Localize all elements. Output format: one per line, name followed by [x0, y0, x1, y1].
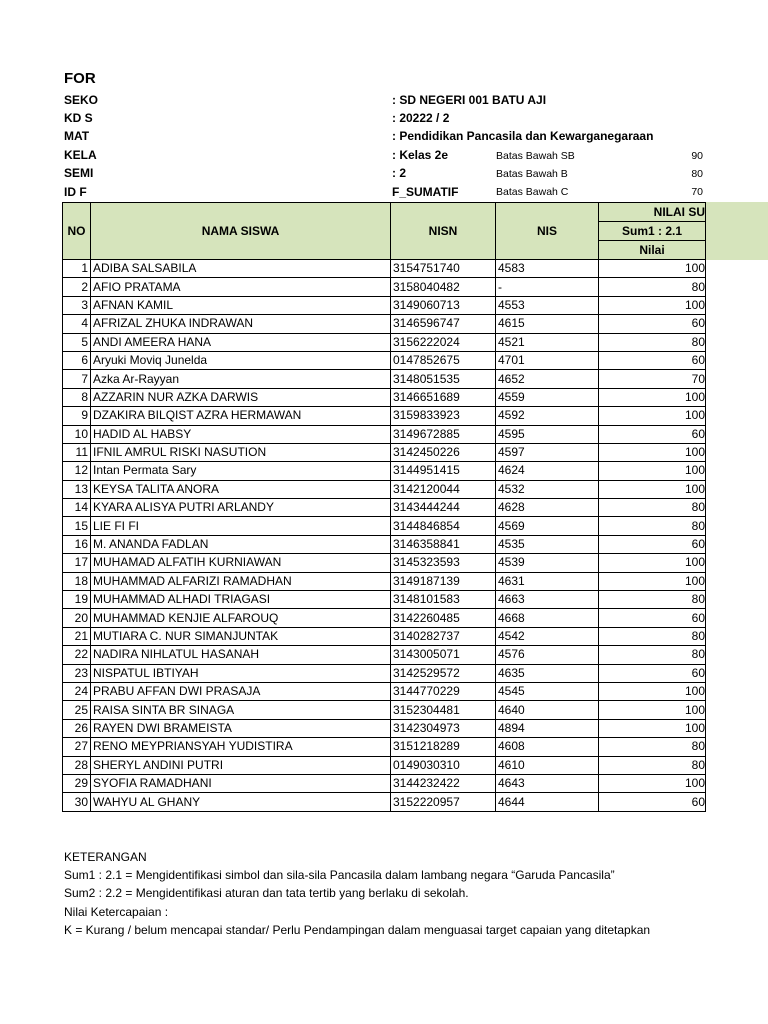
cell-nilai: 60	[599, 664, 706, 682]
cell-nama-siswa: RAISA SINTA BR SINAGA	[91, 701, 391, 719]
header-nisn: NISN	[391, 203, 496, 260]
cell-nilai: 100	[599, 443, 706, 461]
cell-nilai: 100	[599, 407, 706, 425]
threshold-value-sb: 90	[691, 150, 703, 162]
student-rows	[63, 260, 706, 812]
table-row	[63, 591, 706, 609]
cell-nis: 4624	[496, 462, 599, 480]
header-sum1: Sum1 : 2.1	[599, 222, 706, 241]
cell-no: 4	[63, 315, 91, 333]
header-no: NO	[63, 203, 91, 260]
cell-nilai: 60	[599, 425, 706, 443]
cell-nilai: 80	[599, 278, 706, 296]
cell-nilai: 80	[599, 646, 706, 664]
cell-no: 17	[63, 554, 91, 572]
cell-nilai: 80	[599, 738, 706, 756]
cell-no: 14	[63, 499, 91, 517]
cell-no: 21	[63, 627, 91, 645]
cell-nis: -	[496, 278, 599, 296]
cell-nis: 4553	[496, 296, 599, 314]
table-row	[63, 351, 706, 369]
cell-nis: 4652	[496, 370, 599, 388]
cell-no: 29	[63, 774, 91, 792]
cell-nisn: 3148051535	[391, 370, 496, 388]
notes-section	[64, 848, 650, 939]
cell-nis: 4635	[496, 664, 599, 682]
table-row	[63, 443, 706, 461]
cell-no: 6	[63, 351, 91, 369]
cell-nis: 4559	[496, 388, 599, 406]
cell-no: 8	[63, 388, 91, 406]
table-row	[63, 296, 706, 314]
table-row	[63, 333, 706, 351]
cell-nilai: 100	[599, 774, 706, 792]
cell-nama-siswa: KYARA ALISYA PUTRI ARLANDY	[91, 499, 391, 517]
cell-nisn: 3149672885	[391, 425, 496, 443]
cell-nama-siswa: MUHAMMAD ALFARIZI RAMADHAN	[91, 572, 391, 590]
cell-nisn: 3142304973	[391, 719, 496, 737]
cell-nama-siswa: SYOFIA RAMADHANI	[91, 774, 391, 792]
cell-no: 24	[63, 682, 91, 700]
meta-value-semester: : 2	[392, 166, 407, 180]
table-row	[63, 719, 706, 737]
table-row	[63, 774, 706, 792]
cell-nisn: 3142450226	[391, 443, 496, 461]
cell-nama-siswa: ADIBA SALSABILA	[91, 260, 391, 278]
cell-no: 10	[63, 425, 91, 443]
threshold-label-c: Batas Bawah C	[496, 186, 569, 198]
table-row	[63, 462, 706, 480]
cell-nama-siswa: AZZARIN NUR AZKA DARWIS	[91, 388, 391, 406]
cell-nisn: 3152220957	[391, 793, 496, 811]
cell-nisn: 3159833923	[391, 407, 496, 425]
cell-no: 12	[63, 462, 91, 480]
cell-no: 2	[63, 278, 91, 296]
cell-no: 1	[63, 260, 91, 278]
cell-nisn: 3149060713	[391, 296, 496, 314]
cell-nis: 4597	[496, 443, 599, 461]
meta-value-school: : SD NEGERI 001 BATU AJI	[392, 93, 547, 107]
cell-nilai: 100	[599, 572, 706, 590]
threshold-value-c: 70	[691, 186, 703, 198]
cell-nama-siswa: RENO MEYPRIANSYAH YUDISTIRA	[91, 738, 391, 756]
cell-nisn: 3156222024	[391, 333, 496, 351]
cell-nilai: 70	[599, 370, 706, 388]
cell-nisn: 3146596747	[391, 315, 496, 333]
cell-nama-siswa: M. ANANDA FADLAN	[91, 535, 391, 553]
cell-nisn: 3149187139	[391, 572, 496, 590]
cell-nilai: 100	[599, 388, 706, 406]
meta-label-kd: KD S	[64, 111, 93, 125]
cell-nisn: 3158040482	[391, 278, 496, 296]
cell-nis: 4569	[496, 517, 599, 535]
table-row	[63, 278, 706, 296]
cell-nis: 4640	[496, 701, 599, 719]
table-row	[63, 260, 706, 278]
cell-nama-siswa: IFNIL AMRUL RISKI NASUTION	[91, 443, 391, 461]
cell-nama-siswa: HADID AL HABSY	[91, 425, 391, 443]
cell-nama-siswa: WAHYU AL GHANY	[91, 793, 391, 811]
cell-nama-siswa: Aryuki Moviq Junelda	[91, 351, 391, 369]
cell-nisn: 3142529572	[391, 664, 496, 682]
cell-nisn: 3154751740	[391, 260, 496, 278]
table-row	[63, 627, 706, 645]
meta-value-class: : Kelas 2e	[392, 148, 449, 162]
cell-nilai: 80	[599, 333, 706, 351]
cell-nilai: 80	[599, 591, 706, 609]
cell-nis: 4521	[496, 333, 599, 351]
cell-nilai: 100	[599, 480, 706, 498]
cell-nama-siswa: RAYEN DWI BRAMEISTA	[91, 719, 391, 737]
meta-label-class: KELA	[64, 148, 97, 162]
cell-nis: 4663	[496, 591, 599, 609]
cell-nama-siswa: NADIRA NIHLATUL HASANAH	[91, 646, 391, 664]
cell-nisn: 3144770229	[391, 682, 496, 700]
form-title: FOR	[64, 70, 96, 87]
cell-no: 19	[63, 591, 91, 609]
table-row	[63, 535, 706, 553]
cell-nis: 4631	[496, 572, 599, 590]
cell-no: 5	[63, 333, 91, 351]
cell-nama-siswa: MUHAMAD ALFATIH KURNIAWAN	[91, 554, 391, 572]
note-nilai-ketercapaian: Nilai Ketercapaian :	[64, 904, 169, 919]
cell-nilai: 80	[599, 756, 706, 774]
header-nilai-sumatif: NILAI SU	[599, 203, 706, 222]
cell-nilai: 100	[599, 719, 706, 737]
cell-nis: 4615	[496, 315, 599, 333]
cell-nis: 4894	[496, 719, 599, 737]
cell-nama-siswa: Intan Permata Sary	[91, 462, 391, 480]
cell-nis: 4539	[496, 554, 599, 572]
cell-nisn: 3140282737	[391, 627, 496, 645]
cell-no: 7	[63, 370, 91, 388]
header-nilai: Nilai	[599, 241, 706, 260]
cell-nis: 4595	[496, 425, 599, 443]
cell-nisn: 3144951415	[391, 462, 496, 480]
cell-nilai: 100	[599, 462, 706, 480]
threshold-value-b: 80	[691, 168, 703, 180]
cell-nama-siswa: MUTIARA C. NUR SIMANJUNTAK	[91, 627, 391, 645]
cell-nama-siswa: SHERYL ANDINI PUTRI	[91, 756, 391, 774]
cell-nilai: 80	[599, 627, 706, 645]
table-row	[63, 499, 706, 517]
cell-no: 25	[63, 701, 91, 719]
cell-nilai: 100	[599, 260, 706, 278]
student-grade-table	[62, 202, 706, 812]
cell-nisn: 3143444244	[391, 499, 496, 517]
cell-nilai: 60	[599, 351, 706, 369]
cell-nama-siswa: Azka Ar-Rayyan	[91, 370, 391, 388]
table-row	[63, 554, 706, 572]
meta-label-id: ID F	[64, 185, 87, 199]
cell-nilai: 100	[599, 296, 706, 314]
cell-nisn: 0149030310	[391, 756, 496, 774]
cell-nama-siswa: DZAKIRA BILQIST AZRA HERMAWAN	[91, 407, 391, 425]
cell-nis: 4610	[496, 756, 599, 774]
cell-nama-siswa: AFRIZAL ZHUKA INDRAWAN	[91, 315, 391, 333]
meta-value-id: F_SUMATIF	[392, 185, 459, 199]
cell-nilai: 100	[599, 554, 706, 572]
cell-nilai: 100	[599, 682, 706, 700]
cell-nis: 4592	[496, 407, 599, 425]
table-row	[63, 388, 706, 406]
table-row	[63, 315, 706, 333]
cell-no: 3	[63, 296, 91, 314]
cell-nisn: 3142260485	[391, 609, 496, 627]
table-row	[63, 609, 706, 627]
cell-nisn: 3152304481	[391, 701, 496, 719]
cell-no: 9	[63, 407, 91, 425]
cell-nisn: 3148101583	[391, 591, 496, 609]
cell-nis: 4545	[496, 682, 599, 700]
cell-nisn: 3144232422	[391, 774, 496, 792]
cell-nis: 4644	[496, 793, 599, 811]
cell-nisn: 3142120044	[391, 480, 496, 498]
table-row	[63, 701, 706, 719]
cell-nama-siswa: AFIO PRATAMA	[91, 278, 391, 296]
table-row	[63, 425, 706, 443]
cell-nis: 4535	[496, 535, 599, 553]
cell-nilai: 80	[599, 499, 706, 517]
cell-no: 30	[63, 793, 91, 811]
header-nama-siswa: NAMA SISWA	[91, 203, 391, 260]
cell-no: 18	[63, 572, 91, 590]
table-row	[63, 682, 706, 700]
cell-nama-siswa: NISPATUL IBTIYAH	[91, 664, 391, 682]
cell-nisn: 3146651689	[391, 388, 496, 406]
cell-nis: 4583	[496, 260, 599, 278]
cell-no: 27	[63, 738, 91, 756]
cell-nilai: 60	[599, 315, 706, 333]
cell-nisn: 3146358841	[391, 535, 496, 553]
cell-nama-siswa: AFNAN KAMIL	[91, 296, 391, 314]
cell-no: 15	[63, 517, 91, 535]
header-fill-extension	[705, 202, 768, 260]
meta-value-subject: : Pendidikan Pancasila dan Kewarganegaraan	[392, 129, 654, 143]
notes-heading: KETERANGAN	[64, 850, 147, 864]
cell-nis: 4643	[496, 774, 599, 792]
table-row	[63, 517, 706, 535]
cell-nilai: 60	[599, 535, 706, 553]
cell-no: 16	[63, 535, 91, 553]
meta-value-kd: : 20222 / 2	[392, 111, 450, 125]
table-row	[63, 407, 706, 425]
note-sum1: Sum1 : 2.1 = Mengidentifikasi simbol dan sila-sila Pancasila dalam lambang negara “Garuda Pancasila”	[64, 868, 615, 883]
cell-nilai: 80	[599, 517, 706, 535]
cell-nisn: 3151218289	[391, 738, 496, 756]
table-row	[63, 646, 706, 664]
table-row	[63, 738, 706, 756]
threshold-label-sb: Batas Bawah SB	[496, 150, 575, 162]
cell-nis: 4701	[496, 351, 599, 369]
note-kurang: K = Kurang / belum mencapai standar/ Perlu Pendampingan dalam menguasai target capaian yang ditetapkan	[64, 922, 651, 937]
table-row	[63, 756, 706, 774]
cell-nilai: 60	[599, 609, 706, 627]
cell-nama-siswa: MUHAMMAD ALHADI TRIAGASI	[91, 591, 391, 609]
table-row	[63, 664, 706, 682]
cell-no: 11	[63, 443, 91, 461]
cell-nisn: 0147852675	[391, 351, 496, 369]
table-row	[63, 480, 706, 498]
cell-nisn: 3145323593	[391, 554, 496, 572]
table-row	[63, 572, 706, 590]
cell-nama-siswa: MUHAMMAD KENJIE ALFAROUQ	[91, 609, 391, 627]
cell-nis: 4542	[496, 627, 599, 645]
cell-nis: 4576	[496, 646, 599, 664]
table-row	[63, 793, 706, 811]
cell-no: 23	[63, 664, 91, 682]
cell-nis: 4532	[496, 480, 599, 498]
cell-nis: 4668	[496, 609, 599, 627]
table-row	[63, 370, 706, 388]
cell-nis: 4608	[496, 738, 599, 756]
cell-nama-siswa: PRABU AFFAN DWI PRASAJA	[91, 682, 391, 700]
cell-nama-siswa: KEYSA TALITA ANORA	[91, 480, 391, 498]
header-nis: NIS	[496, 203, 599, 260]
cell-nama-siswa: LIE FI FI	[91, 517, 391, 535]
cell-no: 28	[63, 756, 91, 774]
threshold-label-b: Batas Bawah B	[496, 168, 568, 180]
meta-label-subject: MAT	[64, 129, 90, 143]
cell-nis: 4628	[496, 499, 599, 517]
cell-nilai: 100	[599, 701, 706, 719]
meta-label-semester: SEMI	[64, 166, 94, 180]
cell-nilai: 60	[599, 793, 706, 811]
cell-nama-siswa: ANDI AMEERA HANA	[91, 333, 391, 351]
cell-no: 26	[63, 719, 91, 737]
cell-nisn: 3143005071	[391, 646, 496, 664]
cell-nisn: 3144846854	[391, 517, 496, 535]
note-sum2: Sum2 : 2.2 = Mengidentifikasi aturan dan tata tertib yang berlaku di sekolah.	[64, 886, 469, 901]
meta-label-school: SEKO	[64, 93, 99, 107]
cell-no: 13	[63, 480, 91, 498]
cell-no: 22	[63, 646, 91, 664]
cell-no: 20	[63, 609, 91, 627]
